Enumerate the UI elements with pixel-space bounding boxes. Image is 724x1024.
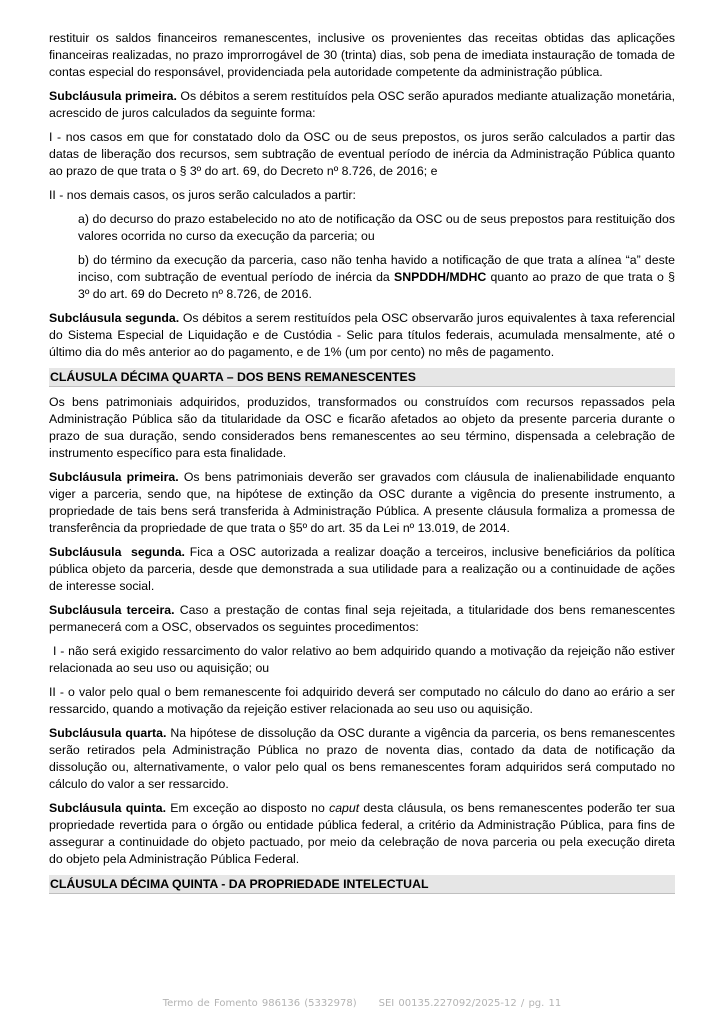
subclause-label: Subcláusula segunda. (49, 545, 185, 559)
subclause-label: Subcláusula terceira. (49, 603, 175, 617)
document-body (49, 30, 675, 901)
paragraph-item-ii-valor: II - o valor pelo qual o bem remanescente foi adquirido deverá ser computado no cálculo do dano ao erário a ser ressarcido, quando a motivação da rejeição estiver relacionada ao seu uso ou aquisição. (49, 685, 675, 716)
subclause-label: Subcláusula primeira. (49, 470, 179, 484)
subclause-text: Caso a prestação de contas final seja rejeitada, a titularidade dos bens remanescentes permanecerá com a OSC, observados os seguintes procedimentos: (49, 603, 675, 634)
paragraph-item-i-ressarcimento: I - não será exigido ressarcimento do valor relativo ao bem adquirido quando a motivação da rejeição não estiver relacionada ao seu uso ou aquisição; ou (49, 644, 675, 675)
subclause-label: Subcláusula quarta. (49, 726, 167, 740)
subclause-label: Subcláusula primeira. (49, 89, 177, 103)
paragraph-item-i-dolo: I - nos casos em que for constatado dolo da OSC ou de seus prepostos, os juros serão calculados a partir das datas de liberação dos recursos, sem subtração de eventual período de inércia da Administração Pública quanto ao prazo de que trata o § 3º do art. 69, do Decreto nº 8.726, de 2016; e (49, 130, 675, 178)
subclause-label: Subcláusula quinta. (49, 801, 167, 815)
paragraph-alinea-b (49, 252, 675, 303)
subclause-text: Os débitos a serem restituídos pela OSC serão apurados mediante atualização monetária, acrescido de juros calculados da seguinte forma: (49, 89, 675, 120)
subclause-text: Os bens patrimoniais deverão ser gravados com cláusula de inalienabilidade enquanto viger a parceria, sendo que, na hipótese de extinção da OSC durante a vigência do presente instrumento, a propriedade de tais bens será transferida à Administração Pública. A presente cláusula formaliza a promessa de transferência da propriedade de que trata o §5º do art. 35 da Lei nº 13.019, de 2014. (49, 470, 675, 535)
clause-heading-decima-quinta: CLÁUSULA DÉCIMA QUINTA - DA PROPRIEDADE INTELECTUAL (49, 875, 675, 894)
subclause-text: Em exceção ao disposto no (166, 801, 330, 815)
paragraph-item-ii-demais: II - nos demais casos, os juros serão calculados a partir: (49, 188, 356, 202)
subclause-label: Subcláusula segunda. (49, 311, 180, 325)
paragraph-subclausula-quinta (49, 800, 675, 868)
subclause-text: Na hipótese de dissolução da OSC durante a vigência da parceria, os bens remanescentes serão retirados pela Administração Pública no prazo de noventa dias, contado da data de notificação da dissolução ou, alternativamente, o valor pelo qual os bens remanescentes foram adquiridos será computado no cálculo do valor a ser ressarcido. (49, 726, 675, 791)
paragraph-alinea-a: a) do decurso do prazo estabelecido no ato de notificação da OSC ou de seus prepostos para restituição dos valores ocorrida no curso da execução da parceria; ou (78, 212, 675, 243)
caput-italic: caput (329, 801, 360, 815)
paragraph-restituir: restituir os saldos financeiros remanescentes, inclusive os provenientes das receitas obtidas das aplicações financeiras realizadas, no prazo improrrogável de 30 (trinta) dias, sob pena de imediata instauração de tomada de contas especial do responsável, providenciada pela autoridade competente da administração pública. (49, 31, 675, 79)
page-footer (0, 998, 724, 1009)
paragraph-subclausula-segunda-juros (49, 310, 675, 361)
alinea-b-bold: SNPDDH/MDHC (394, 270, 487, 284)
paragraph-subclausula-segunda-doacao (49, 544, 675, 595)
alinea-b-text-2: quanto ao prazo de que trata o § 3º do art. 69 do Decreto nº 8.726, de 2016. (78, 270, 675, 301)
paragraph-subclausula-primeira-debitos (49, 88, 675, 122)
subclause-text: Os débitos a serem restituídos pela OSC observarão juros equivalentes à taxa referencial do Sistema Especial de Liquidação e de Custódia - Selic para títulos federais, acumulada mensalmente, até o último dia do mês anterior ao do pagamento, e de 1% (um por cento) no mês de pagamento. (49, 311, 675, 359)
footer-sei-page: SEI 00135.227092/2025-12 / pg. 11 (378, 998, 562, 1009)
subclause-text: Fica a OSC autorizada a realizar doação a terceiros, inclusive beneficiários da política pública objeto da parceria, desde que demonstrada a sua utilidade para a realização ou a continuidade de ações de interesse social. (49, 545, 675, 593)
subclause-text: desta cláusula, os bens remanescentes poderão ter sua propriedade revertida para o órgão ou entidade pública federal, a critério da Administração Pública, para fins de assegurar a continuidade do objeto pactuado, por meio da celebração de nova parceria ou pela execução direta do objeto pela Administração Pública Federal. (49, 801, 675, 866)
paragraph-bens-patrimoniais: Os bens patrimoniais adquiridos, produzidos, transformados ou construídos com recursos repassados pela Administração Pública são da titularidade da OSC e ficarão afetados ao objeto da presente parceria durante o prazo de sua duração, sendo considerados bens remanescentes ao seu término, dispensada a celebração de instrumento específico para esta finalidade. (49, 395, 675, 460)
clause-heading-decima-quarta: CLÁUSULA DÉCIMA QUARTA – DOS BENS REMANESCENTES (49, 368, 675, 387)
footer-document-id: Termo de Fomento 986136 (5332978) (162, 998, 357, 1009)
paragraph-subclausula-terceira (49, 602, 675, 636)
alinea-b-text-1: b) do término da execução da parceria, caso não tenha havido a notificação de que trata a alínea “a” deste inciso, com subtração de eventual período de inércia da (78, 253, 675, 284)
paragraph-subclausula-primeira-bens (49, 469, 675, 537)
paragraph-subclausula-quarta (49, 725, 675, 793)
